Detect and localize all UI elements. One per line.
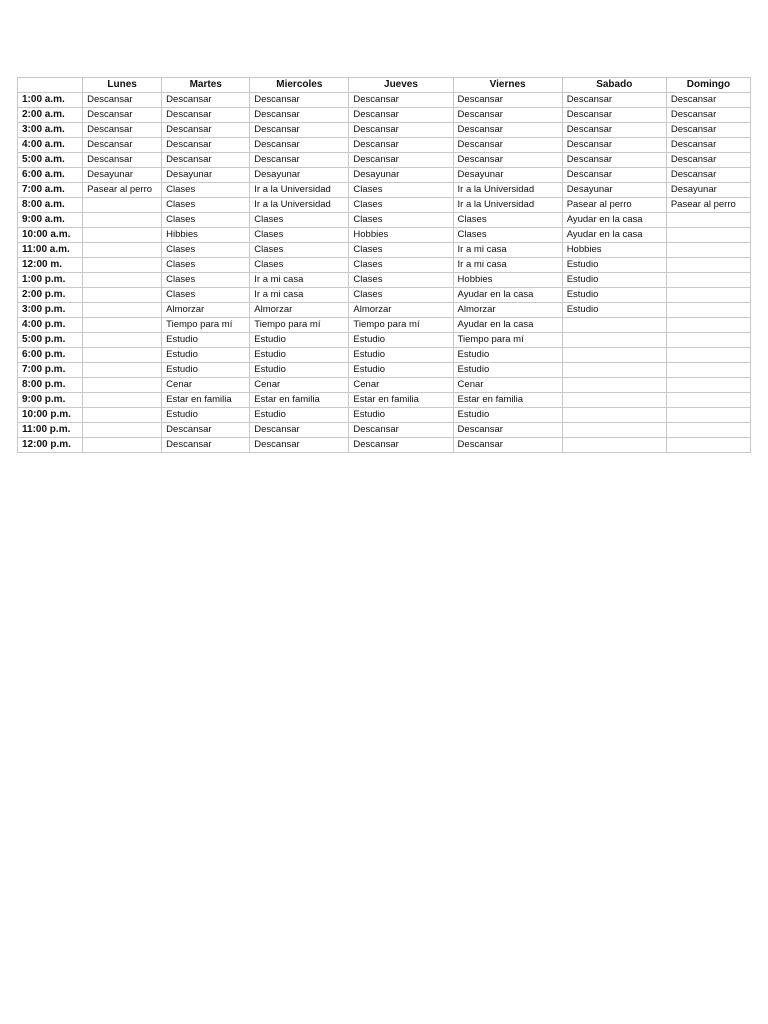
activity-cell: Estudio — [453, 408, 562, 423]
activity-cell: Ayudar en la casa — [562, 228, 666, 243]
table-row — [18, 273, 751, 288]
activity-cell: Hobbies — [453, 273, 562, 288]
time-label: 10:00 a.m. — [18, 228, 83, 243]
activity-cell: Clases — [250, 258, 349, 273]
activity-cell: Clases — [162, 258, 250, 273]
table-row — [18, 378, 751, 393]
activity-cell: Clases — [162, 183, 250, 198]
activity-cell — [562, 408, 666, 423]
activity-cell: Clases — [349, 258, 453, 273]
activity-cell — [83, 273, 162, 288]
activity-cell: Descansar — [562, 168, 666, 183]
activity-cell: Desayunar — [162, 168, 250, 183]
table-row — [18, 348, 751, 363]
activity-cell: Ir a la Universidad — [453, 198, 562, 213]
activity-cell: Descansar — [453, 438, 562, 453]
activity-cell: Estudio — [250, 363, 349, 378]
activity-cell: Cenar — [250, 378, 349, 393]
activity-cell: Estudio — [453, 363, 562, 378]
activity-cell — [83, 408, 162, 423]
table-row — [18, 423, 751, 438]
day-header-martes: Martes — [162, 78, 250, 93]
activity-cell: Cenar — [453, 378, 562, 393]
activity-cell: Descansar — [666, 168, 750, 183]
activity-cell: Descansar — [453, 423, 562, 438]
activity-cell: Estudio — [562, 273, 666, 288]
activity-cell: Tiempo para mí — [349, 318, 453, 333]
activity-cell — [83, 333, 162, 348]
activity-cell: Estudio — [250, 348, 349, 363]
activity-cell: Descansar — [666, 138, 750, 153]
time-label: 4:00 a.m. — [18, 138, 83, 153]
table-row — [18, 408, 751, 423]
activity-cell: Estar en familia — [453, 393, 562, 408]
activity-cell — [83, 258, 162, 273]
activity-cell: Descansar — [250, 153, 349, 168]
time-label: 1:00 a.m. — [18, 93, 83, 108]
table-row — [18, 123, 751, 138]
table-row — [18, 153, 751, 168]
table-row — [18, 303, 751, 318]
activity-cell: Estudio — [162, 408, 250, 423]
activity-cell — [666, 228, 750, 243]
activity-cell — [83, 198, 162, 213]
activity-cell: Descansar — [349, 108, 453, 123]
activity-cell: Desayunar — [349, 168, 453, 183]
activity-cell: Descansar — [162, 138, 250, 153]
activity-cell: Cenar — [349, 378, 453, 393]
activity-cell: Descansar — [349, 438, 453, 453]
activity-cell: Estar en familia — [250, 393, 349, 408]
activity-cell: Descansar — [162, 93, 250, 108]
table-row — [18, 393, 751, 408]
table-row — [18, 318, 751, 333]
activity-cell: Descansar — [83, 108, 162, 123]
activity-cell: Descansar — [453, 153, 562, 168]
day-header-domingo: Domingo — [666, 78, 750, 93]
activity-cell: Clases — [349, 273, 453, 288]
header-corner-cell — [18, 78, 83, 93]
activity-cell — [83, 243, 162, 258]
activity-cell: Estudio — [250, 408, 349, 423]
table-row — [18, 333, 751, 348]
activity-cell: Estudio — [349, 348, 453, 363]
activity-cell: Estudio — [162, 348, 250, 363]
time-label: 9:00 p.m. — [18, 393, 83, 408]
activity-cell: Estudio — [349, 333, 453, 348]
activity-cell: Descansar — [83, 93, 162, 108]
activity-cell: Descansar — [666, 153, 750, 168]
activity-cell: Clases — [349, 288, 453, 303]
activity-cell — [666, 303, 750, 318]
activity-cell: Estudio — [162, 363, 250, 378]
table-row — [18, 288, 751, 303]
time-label: 11:00 a.m. — [18, 243, 83, 258]
time-label: 1:00 p.m. — [18, 273, 83, 288]
activity-cell: Desayunar — [562, 183, 666, 198]
activity-cell — [562, 423, 666, 438]
table-row — [18, 228, 751, 243]
activity-cell — [666, 333, 750, 348]
table-row — [18, 168, 751, 183]
activity-cell — [562, 333, 666, 348]
activity-cell: Descansar — [162, 438, 250, 453]
activity-cell: Clases — [349, 183, 453, 198]
activity-cell: Descansar — [453, 93, 562, 108]
activity-cell: Descansar — [162, 108, 250, 123]
activity-cell — [83, 228, 162, 243]
activity-cell: Estudio — [562, 288, 666, 303]
activity-cell — [666, 438, 750, 453]
activity-cell: Descansar — [562, 153, 666, 168]
table-header — [18, 78, 751, 93]
activity-cell: Hobbies — [349, 228, 453, 243]
activity-cell — [666, 258, 750, 273]
activity-cell: Tiempo para mí — [453, 333, 562, 348]
day-header-jueves: Jueves — [349, 78, 453, 93]
activity-cell: Estar en familia — [349, 393, 453, 408]
activity-cell: Estudio — [349, 408, 453, 423]
activity-cell — [83, 318, 162, 333]
time-label: 2:00 a.m. — [18, 108, 83, 123]
activity-cell: Estudio — [349, 363, 453, 378]
activity-cell — [666, 318, 750, 333]
activity-cell: Ir a mi casa — [453, 258, 562, 273]
activity-cell: Almorzar — [250, 303, 349, 318]
activity-cell: Almorzar — [162, 303, 250, 318]
activity-cell: Descansar — [453, 123, 562, 138]
activity-cell: Descansar — [250, 108, 349, 123]
activity-cell — [666, 243, 750, 258]
activity-cell: Ir a la Universidad — [250, 183, 349, 198]
activity-cell: Descansar — [666, 108, 750, 123]
activity-cell: Estudio — [250, 333, 349, 348]
activity-cell — [83, 393, 162, 408]
table-row — [18, 108, 751, 123]
activity-cell — [666, 378, 750, 393]
time-label: 9:00 a.m. — [18, 213, 83, 228]
activity-cell: Descansar — [349, 93, 453, 108]
day-header-viernes: Viernes — [453, 78, 562, 93]
time-label: 12:00 m. — [18, 258, 83, 273]
activity-cell: Descansar — [250, 423, 349, 438]
activity-cell — [83, 363, 162, 378]
table-row — [18, 243, 751, 258]
activity-cell: Hibbies — [162, 228, 250, 243]
activity-cell: Pasear al perro — [83, 183, 162, 198]
activity-cell: Ayudar en la casa — [453, 318, 562, 333]
time-label: 7:00 a.m. — [18, 183, 83, 198]
activity-cell: Descansar — [349, 138, 453, 153]
activity-cell: Cenar — [162, 378, 250, 393]
activity-cell: Clases — [349, 198, 453, 213]
activity-cell — [83, 378, 162, 393]
activity-cell: Descansar — [453, 138, 562, 153]
activity-cell — [83, 288, 162, 303]
day-header-sabado: Sabado — [562, 78, 666, 93]
table-body — [18, 93, 751, 453]
activity-cell — [666, 393, 750, 408]
time-label: 4:00 p.m. — [18, 318, 83, 333]
activity-cell: Ayudar en la casa — [562, 213, 666, 228]
time-label: 6:00 p.m. — [18, 348, 83, 363]
activity-cell: Ir a mi casa — [250, 273, 349, 288]
activity-cell: Clases — [453, 213, 562, 228]
activity-cell: Clases — [162, 288, 250, 303]
activity-cell: Clases — [250, 213, 349, 228]
activity-cell: Ir a mi casa — [453, 243, 562, 258]
activity-cell — [83, 303, 162, 318]
activity-cell: Estudio — [162, 333, 250, 348]
activity-cell: Tiempo para mí — [162, 318, 250, 333]
day-header-miercoles: Miercoles — [250, 78, 349, 93]
activity-cell: Almorzar — [453, 303, 562, 318]
activity-cell: Descansar — [562, 93, 666, 108]
activity-cell: Descansar — [162, 423, 250, 438]
activity-cell — [666, 348, 750, 363]
time-label: 5:00 p.m. — [18, 333, 83, 348]
activity-cell: Estar en familia — [162, 393, 250, 408]
activity-cell — [562, 318, 666, 333]
activity-cell: Descansar — [250, 93, 349, 108]
activity-cell — [83, 423, 162, 438]
activity-cell: Descansar — [666, 123, 750, 138]
activity-cell: Descansar — [250, 438, 349, 453]
activity-cell: Descansar — [83, 123, 162, 138]
activity-cell: Desayunar — [453, 168, 562, 183]
activity-cell: Descansar — [562, 108, 666, 123]
time-label: 12:00 p.m. — [18, 438, 83, 453]
activity-cell — [562, 378, 666, 393]
activity-cell: Pasear al perro — [562, 198, 666, 213]
activity-cell: Clases — [162, 213, 250, 228]
activity-cell — [666, 408, 750, 423]
activity-cell: Descansar — [250, 138, 349, 153]
time-label: 7:00 p.m. — [18, 363, 83, 378]
day-header-lunes: Lunes — [83, 78, 162, 93]
activity-cell: Descansar — [83, 153, 162, 168]
activity-cell — [83, 213, 162, 228]
activity-cell — [562, 363, 666, 378]
activity-cell: Clases — [349, 213, 453, 228]
time-label: 2:00 p.m. — [18, 288, 83, 303]
activity-cell: Desayunar — [83, 168, 162, 183]
time-label: 5:00 a.m. — [18, 153, 83, 168]
activity-cell: Descansar — [453, 108, 562, 123]
activity-cell: Descansar — [349, 423, 453, 438]
activity-cell: Descansar — [562, 138, 666, 153]
time-label: 8:00 p.m. — [18, 378, 83, 393]
activity-cell: Clases — [162, 198, 250, 213]
table-row — [18, 213, 751, 228]
weekly-schedule-table — [17, 77, 751, 453]
activity-cell — [666, 273, 750, 288]
activity-cell — [666, 288, 750, 303]
activity-cell: Clases — [453, 228, 562, 243]
activity-cell: Clases — [162, 243, 250, 258]
table-row — [18, 138, 751, 153]
activity-cell: Descansar — [162, 153, 250, 168]
activity-cell: Ir a mi casa — [250, 288, 349, 303]
activity-cell: Descansar — [562, 123, 666, 138]
activity-cell: Ayudar en la casa — [453, 288, 562, 303]
table-row — [18, 198, 751, 213]
activity-cell: Almorzar — [349, 303, 453, 318]
activity-cell: Clases — [349, 243, 453, 258]
time-label: 8:00 a.m. — [18, 198, 83, 213]
time-label: 10:00 p.m. — [18, 408, 83, 423]
time-label: 11:00 p.m. — [18, 423, 83, 438]
activity-cell: Descansar — [83, 138, 162, 153]
table-row — [18, 93, 751, 108]
activity-cell: Pasear al perro — [666, 198, 750, 213]
time-label: 6:00 a.m. — [18, 168, 83, 183]
header-row — [18, 78, 751, 93]
activity-cell: Descansar — [349, 123, 453, 138]
activity-cell — [562, 438, 666, 453]
activity-cell — [562, 348, 666, 363]
activity-cell: Descansar — [250, 123, 349, 138]
table-row — [18, 363, 751, 378]
activity-cell: Ir a la Universidad — [453, 183, 562, 198]
activity-cell — [666, 213, 750, 228]
activity-cell — [666, 363, 750, 378]
activity-cell: Estudio — [562, 303, 666, 318]
activity-cell: Ir a la Universidad — [250, 198, 349, 213]
table-row — [18, 258, 751, 273]
activity-cell: Descansar — [666, 93, 750, 108]
activity-cell — [666, 423, 750, 438]
activity-cell: Clases — [162, 273, 250, 288]
table-row — [18, 183, 751, 198]
activity-cell: Descansar — [162, 123, 250, 138]
activity-cell: Tiempo para mí — [250, 318, 349, 333]
activity-cell — [83, 348, 162, 363]
activity-cell: Estudio — [562, 258, 666, 273]
activity-cell: Clases — [250, 243, 349, 258]
activity-cell: Desayunar — [250, 168, 349, 183]
time-label: 3:00 a.m. — [18, 123, 83, 138]
activity-cell: Clases — [250, 228, 349, 243]
activity-cell: Hobbies — [562, 243, 666, 258]
activity-cell: Desayunar — [666, 183, 750, 198]
time-label: 3:00 p.m. — [18, 303, 83, 318]
activity-cell — [562, 393, 666, 408]
activity-cell: Descansar — [349, 153, 453, 168]
activity-cell — [83, 438, 162, 453]
table-row — [18, 438, 751, 453]
activity-cell: Estudio — [453, 348, 562, 363]
